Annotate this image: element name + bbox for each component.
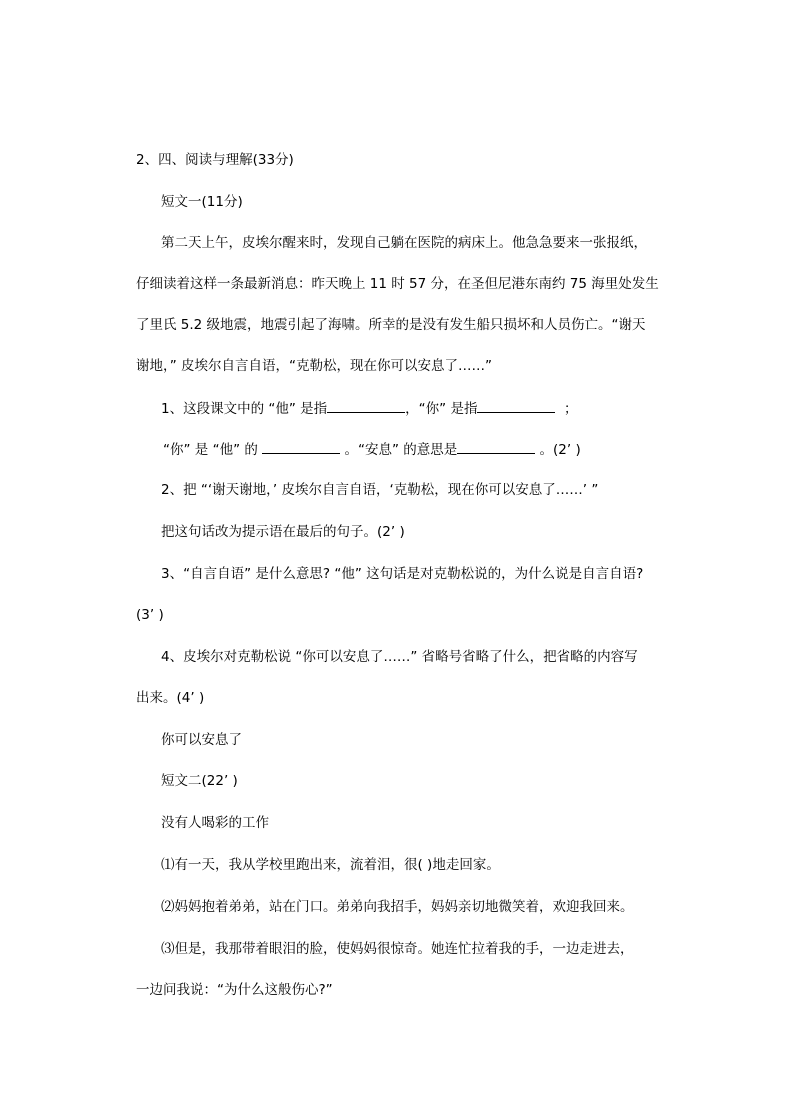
passage1-line-2: 仔细读着这样一条最新消息：昨天晚上 11 时 57 分，在圣但尼港东南约 75 海里处发生	[136, 276, 659, 292]
passage2-paragraph-1: ⑴有一天，我从学校里跑出来，流着泪，很( )地走回家。	[161, 857, 500, 873]
question-1-text-f: 。(2’ )	[539, 442, 581, 458]
question-1-line-2	[163, 440, 581, 459]
passage2-title: 短文二(22’ )	[161, 773, 238, 789]
question-3-line-1: 3、“自言自语” 是什么意思? “他” 这句话是对克勒松说的，为什么说是自言自语?	[161, 566, 644, 582]
passage1-line-4: 谢地，” 皮埃尔自言自语，“克勒松，现在你可以安息了……”	[136, 358, 493, 374]
question-1-text-e: 。“安息” 的意思是	[344, 442, 458, 458]
question-1-text-a: 1、这段课文中的 “他” 是指	[161, 401, 328, 417]
question-1-text-b: ，“你” 是指	[405, 401, 478, 417]
question-2-line-2: 把这句话改为提示语在最后的句子。(2’ )	[161, 524, 405, 540]
answer-blank[interactable]	[457, 440, 535, 454]
passage2-paragraph-3-line-1: ⑶但是，我那带着眼泪的脸，使妈妈很惊奇。她连忙拉着我的手，一边走进去，	[161, 941, 634, 957]
question-4-answer: 你可以安息了	[161, 732, 242, 748]
answer-blank[interactable]	[477, 399, 555, 413]
passage2-heading: 没有人喝彩的工作	[161, 815, 269, 831]
question-2-line-1: 2、把 “‘谢天谢地，’ 皮埃尔自言自语，‘克勒松，现在你可以安息了……’ ”	[161, 482, 599, 498]
passage2-paragraph-3-line-2: 一边问我说：“为什么这般伤心?”	[136, 982, 333, 998]
answer-blank[interactable]	[262, 440, 340, 454]
passage2-paragraph-2: ⑵妈妈抱着弟弟，站在门口。弟弟向我招手，妈妈亲切地微笑着，欢迎我回来。	[161, 899, 634, 915]
question-1-line-1	[161, 399, 578, 418]
question-4-line-1: 4、皮埃尔对克勒松说 “你可以安息了……” 省略号省略了什么，把省略的内容写	[161, 649, 638, 665]
question-3-line-2: (3’ )	[136, 607, 164, 623]
question-4-line-2: 出来。(4’ )	[136, 690, 205, 706]
question-1-text-c: ；	[564, 401, 578, 417]
passage1-title: 短文一(11分)	[161, 194, 243, 210]
passage1-line-3: 了里氏 5.2 级地震，地震引起了海啸。所幸的是没有发生船只损坏和人员伤亡。“谢天	[136, 317, 646, 333]
passage1-line-1: 第二天上午，皮埃尔醒来时，发现自己躺在医院的病床上。他急急要来一张报纸，	[161, 235, 647, 251]
question-1-text-d: “你” 是 “他” 的	[163, 442, 258, 458]
section-title: 2、四、阅读与理解(33分)	[136, 152, 294, 168]
answer-blank[interactable]	[327, 399, 405, 413]
